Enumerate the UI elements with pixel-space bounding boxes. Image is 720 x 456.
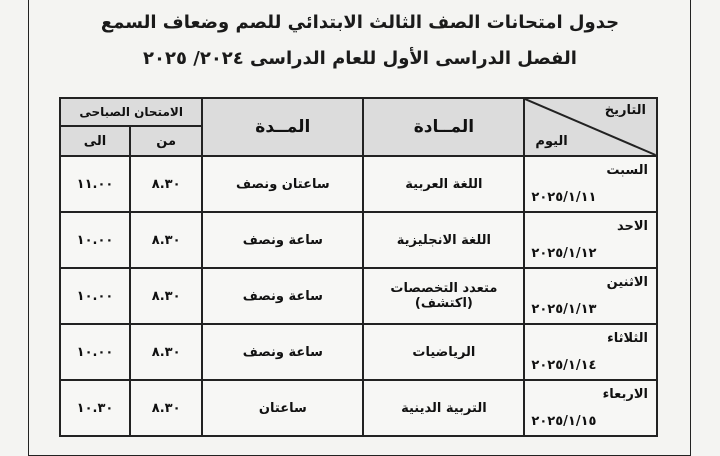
from-cell: ٨.٣٠: [129, 325, 201, 381]
subject-cell: اللغة العربية: [362, 157, 523, 213]
header-date-day: [523, 99, 656, 157]
header-row: [61, 99, 656, 127]
from-cell: ٨.٣٠: [129, 157, 201, 213]
day-date-cell: [523, 157, 656, 213]
page-subtitle: الفصل الدراسى الأول للعام الدراسى ٢٠٢٤/ ٢٠٢٥: [143, 48, 577, 69]
day-label: الاربعاء: [602, 387, 648, 402]
header-from: من: [129, 127, 201, 157]
duration-cell: ساعتان ونصف: [201, 157, 362, 213]
duration-cell: ساعة ونصف: [201, 325, 362, 381]
date-label: ٢٠٢٥/١/١٤: [531, 358, 597, 373]
header-day-label: اليوم: [535, 134, 568, 149]
to-cell: ١٠.٠٠: [61, 269, 129, 325]
table-row: [61, 269, 656, 325]
header-date-label: التاريخ: [604, 103, 646, 118]
to-cell: ١٠.٠٠: [61, 325, 129, 381]
duration-cell: ساعتان: [201, 381, 362, 435]
from-cell: ٨.٣٠: [129, 213, 201, 269]
header-subject: المــادة: [362, 99, 523, 157]
date-label: ٢٠٢٥/١/١٥: [531, 414, 597, 429]
day-date-cell: [523, 381, 656, 435]
header-duration: المــدة: [201, 99, 362, 157]
subject-cell: متعدد التخصصات (اكتشف): [362, 269, 523, 325]
diagonal-header: [525, 99, 656, 155]
table-row: [61, 157, 656, 213]
to-cell: ١١.٠٠: [61, 157, 129, 213]
table-row: [61, 325, 656, 381]
day-label: الثلاثاء: [607, 331, 648, 346]
day-date-cell: [523, 269, 656, 325]
to-cell: ١٠.٣٠: [61, 381, 129, 435]
from-cell: ٨.٣٠: [129, 269, 201, 325]
day-label: السبت: [606, 163, 648, 178]
day-label: الاثنين: [606, 275, 648, 290]
header-morning-exam: الامتحان الصباحى: [61, 99, 201, 127]
day-date-cell: [523, 213, 656, 269]
day-date-cell: [523, 325, 656, 381]
duration-cell: ساعة ونصف: [201, 213, 362, 269]
subject-cell: التربية الدينية: [362, 381, 523, 435]
subject-cell: الرياضيات: [362, 325, 523, 381]
table-row: [61, 381, 656, 435]
date-label: ٢٠٢٥/١/١١: [531, 190, 597, 205]
from-cell: ٨.٣٠: [129, 381, 201, 435]
page-title: جدول امتحانات الصف الثالث الابتدائي للصم وضعاف السمع: [100, 12, 620, 33]
to-cell: ١٠.٠٠: [61, 213, 129, 269]
exam-schedule-table: [59, 97, 658, 437]
duration-cell: ساعة ونصف: [201, 269, 362, 325]
table-row: [61, 213, 656, 269]
day-label: الاحد: [616, 219, 648, 234]
header-to: الى: [61, 127, 129, 157]
subject-cell: اللغة الانجليزية: [362, 213, 523, 269]
date-label: ٢٠٢٥/١/١٢: [531, 246, 597, 261]
date-label: ٢٠٢٥/١/١٣: [531, 302, 597, 317]
